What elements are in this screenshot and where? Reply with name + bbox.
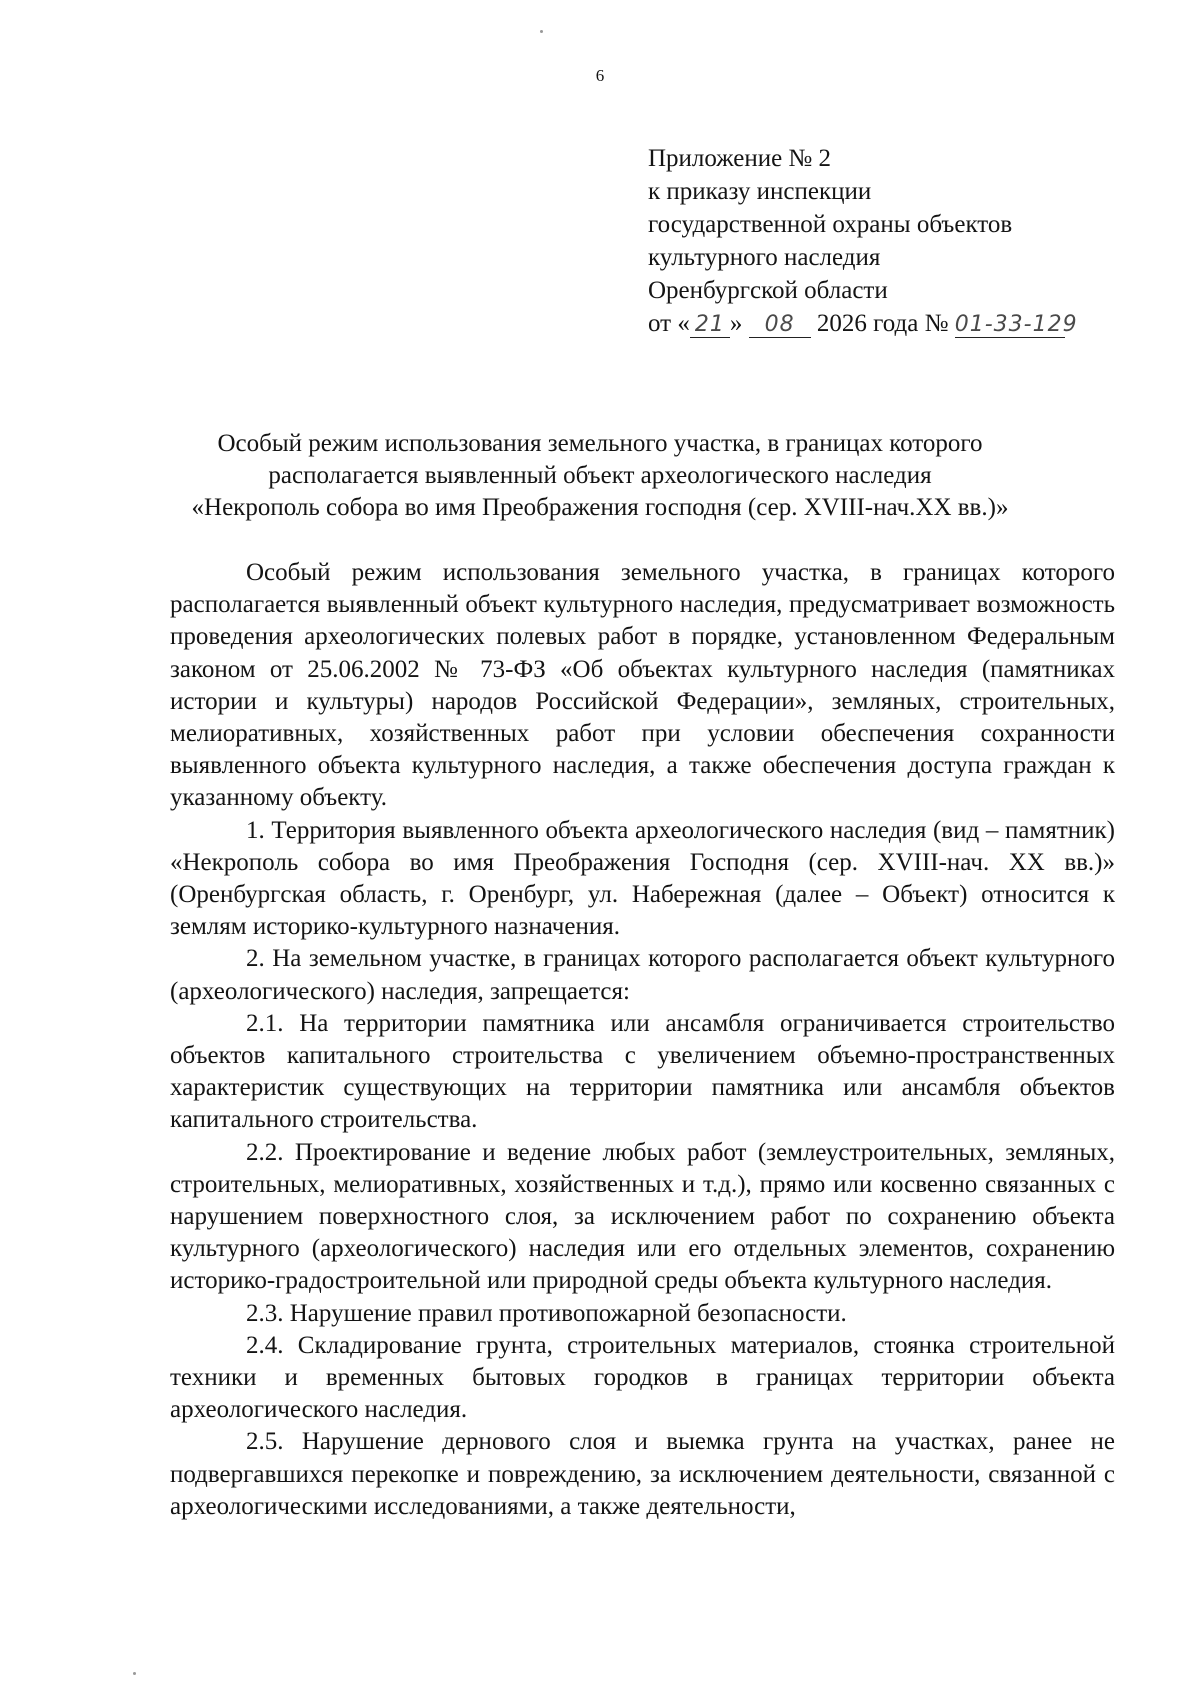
handwritten-order-number: 01-33-129: [954, 312, 1078, 337]
handwritten-month: 08: [749, 313, 811, 338]
document-title: [120, 428, 1080, 524]
intro-paragraph: Особый режим использования земельного участка, в границах которого располагается выявленный объект культурного наследия, предусматривает возможность проведения археологических полевых работ в порядке, установленном Федеральным законом от 25.06.2002 № 73-ФЗ «Об объектах культурного наследия (памятниках истории и культуры) народов Российской Федерации», земляных, строительных, мелиоративных, хозяйственных работ при условии обеспечения сохранности выявленного объекта культурного наследия, а также обеспечения доступа граждан к указанному объекту.: [170, 559, 1115, 812]
appendix-title: Приложение № 2: [648, 145, 832, 172]
clause-2-3: 2.3. Нарушение правил противопожарной безопасности.: [246, 1299, 847, 1327]
clause-2-4: 2.4. Складирование грунта, строительных материалов, стоянка строительной техники и временных бытовых городков в границах территории объекта археологического наследия.: [170, 1331, 1115, 1424]
clause-2: 2. На земельном участке, в границах которого располагается объект культурного (археологического) наследия, запрещается:: [170, 945, 1115, 1005]
date-mid: »: [729, 310, 743, 337]
page-number: 6: [595, 66, 605, 85]
appendix-header: [648, 142, 1168, 340]
clause-2-5: 2.5. Нарушение дернового слоя и выемка грунта на участках, ранее не подвергавшихся перекопке и повреждению, за исключением деятельности, связанной с археологическими исследованиями, а также деятельности,: [170, 1428, 1115, 1520]
clause-2-2: 2.2. Проектирование и ведение любых работ (землеустроительных, земляных, строительных, мелиоративных, хозяйственных и т.д.), прямо или косвенно связанных с нарушением поверхностного слоя, за исключением работ по сохранению объекта культурного (археологического) наследия или его отдельных элементов, сохранению историко-градостроительной или природной среды объекта культурного наследия.: [170, 1138, 1115, 1295]
handwritten-day: 21: [690, 313, 730, 338]
title-line: «Некрополь собора во имя Преображения господня (сер. XVIII-нач.XX вв.)»: [191, 494, 1009, 521]
appendix-line: культурного наследия: [648, 244, 881, 271]
title-line: Особый режим использования земельного участка, в границах которого: [217, 430, 983, 457]
date-year: 2026 года №: [816, 310, 949, 337]
appendix-line: государственной охраны объектов: [648, 211, 1013, 238]
appendix-line: к приказу инспекции: [648, 178, 872, 205]
appendix-line: Оренбургской области: [648, 277, 888, 304]
appendix-date-line: [648, 307, 1168, 340]
scan-speck: [133, 1672, 136, 1675]
date-prefix: от «: [648, 310, 690, 337]
scan-speck: [540, 30, 543, 33]
clause-1: 1. Территория выявленного объекта археологического наследия (вид – памятник) «Некрополь собора во имя Преображения Господня (сер. XVIII-нач. XX вв.)» (Оренбургская область, г. Оренбург, ул. Набережная (далее – Объект) относится к землям историко-культурного назначения.: [170, 816, 1115, 941]
clause-2-1: 2.1. На территории памятника или ансамбля ограничивается строительство объектов капитального строительства с увеличением объемно-пространственных характеристик существующих на территории памятника или ансамбля объектов капитального строительства.: [170, 1009, 1115, 1134]
title-line: располагается выявленный объект археологического наследия: [268, 462, 932, 489]
document-body: [170, 557, 1115, 1523]
